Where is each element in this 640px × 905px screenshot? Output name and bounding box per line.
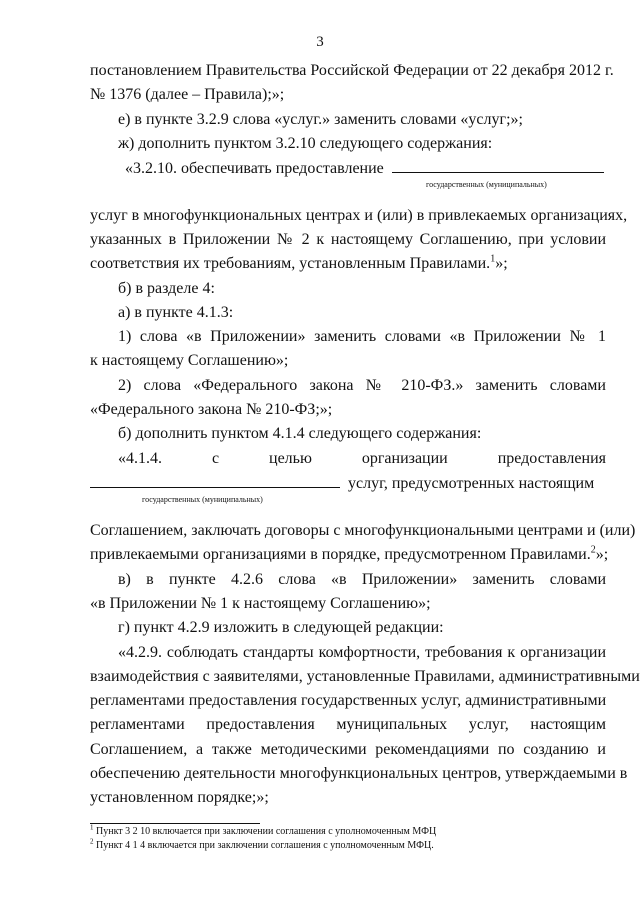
- text-line: 2) слова «Федерального закона № 210-ФЗ.» заменить словами: [118, 377, 606, 394]
- text-line: а) в пункте 4.1.3:: [118, 304, 234, 321]
- footnote-reference: 1: [490, 253, 496, 265]
- text-line: «4.1.4. с целью организации предоставления: [118, 450, 606, 467]
- footnote-text: Пункт 4 1 4 включается при заключении соглашения с уполномоченным МФЦ.: [96, 840, 434, 851]
- text-line: е) в пункте 3.2.9 слова «услуг.» заменить словами «услуг;»;: [118, 111, 523, 128]
- text-line: Соглашением, заключать договоры с многофункциональными центрами и (или): [90, 522, 636, 539]
- text-line: ж) дополнить пунктом 3.2.10 следующего содержания:: [118, 135, 493, 152]
- text-line: в) в пункте 4.2.6 слова «в Приложении» заменить словами: [118, 571, 606, 588]
- text-line: регламентами предоставления государственных услуг, административными: [90, 692, 607, 709]
- text-fragment: привлекаемыми организациями в порядке, предусмотренном Правилами.: [90, 546, 591, 563]
- text-line: постановлением Правительства Российской Федерации от 22 декабря 2012 г.: [90, 62, 614, 79]
- text-line: № 1376 (далее – Правила);»;: [90, 86, 285, 103]
- text-line: «Федерального закона № 210-ФЗ;»;: [90, 401, 333, 418]
- blank-caption: государственных (муниципальных): [426, 180, 547, 189]
- footnote-reference: 2: [590, 544, 596, 556]
- text-line: б) дополнить пунктом 4.1.4 следующего содержания:: [118, 425, 482, 442]
- page-number: 3: [316, 34, 324, 50]
- text-line-with-footnote: [90, 254, 606, 274]
- text-line-with-blank: [125, 158, 606, 179]
- text-line: Соглашением, а также методическими рекомендациями по созданию и: [90, 741, 606, 758]
- text-fragment: «3.2.10. обеспечивать предоставление: [125, 160, 384, 177]
- text-line: взаимодействия с заявителями, установленные Правилами, административными: [90, 668, 640, 685]
- footnote: [90, 837, 434, 852]
- fill-in-blank: [90, 473, 340, 488]
- text-line: 1) слова «в Приложении» заменить словами «в Приложении № 1: [118, 328, 606, 345]
- text-fragment: »;: [495, 255, 508, 272]
- text-line: регламентами предоставления муниципальных услуг, настоящим: [90, 716, 606, 733]
- text-line: «4.2.9. соблюдать стандарты комфортности, требования к организации: [118, 644, 606, 661]
- text-line: к настоящему Соглашению»;: [90, 352, 289, 369]
- text-fragment: соответствия их требованиям, установленным Правилами.: [90, 255, 491, 272]
- text-line: б) в разделе 4:: [118, 280, 215, 297]
- text-line-with-footnote: [90, 544, 609, 565]
- footnote-mark: 1: [90, 823, 94, 832]
- footnote-separator: [90, 823, 260, 824]
- text-line: указанных в Приложении № 2 к настоящему Соглашению, при условии: [90, 231, 606, 248]
- text-line: г) пункт 4.2.9 изложить в следующей редакции:: [118, 619, 444, 636]
- text-line: установленном порядке;»;: [90, 789, 269, 806]
- text-fragment: »;: [595, 546, 609, 563]
- text-line: «в Приложении № 1 к настоящему Соглашению»;: [90, 595, 431, 612]
- footnote: [90, 823, 437, 838]
- text-fragment: услуг, предусмотренных настоящим: [348, 475, 595, 492]
- fill-in-blank: [392, 158, 604, 173]
- text-line: услуг в многофункциональных центрах и (или) в привлекаемых организациях,: [90, 207, 628, 224]
- text-line-with-blank: [90, 473, 606, 494]
- footnote-mark: 2: [90, 837, 94, 846]
- text-line: обеспечению деятельности многофункциональных центров, утверждаемыми в: [90, 765, 628, 782]
- blank-caption: государственных (муниципальных): [142, 495, 263, 504]
- footnote-text: Пункт 3 2 10 включается при заключении соглашения с уполномоченным МФЦ: [96, 826, 437, 837]
